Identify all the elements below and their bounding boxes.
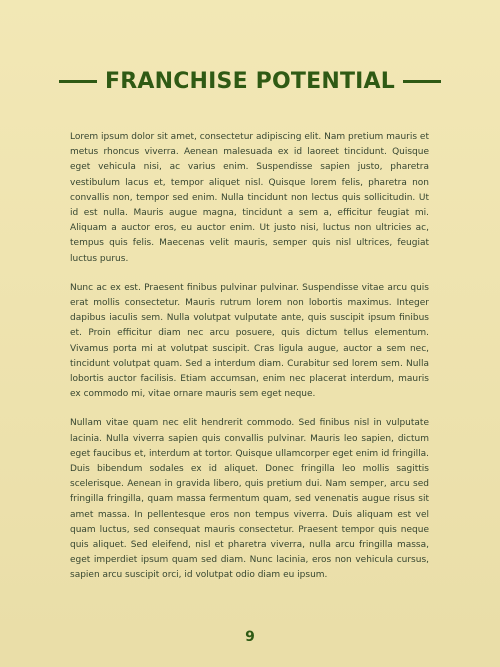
title-left-rule bbox=[59, 80, 97, 83]
title-right-rule bbox=[403, 80, 441, 83]
paragraph-3: Nullam vitae quam nec elit hendrerit commodo. Sed finibus nisl in vulputate lacinia. Nulla viverra sapien quis convallis pulvinar. Mauris leo sapien, dictum eget faucibus et, interdum at tortor. Quisque ullamcorper eget enim id fringilla. Duis bibendum sodales ex id aliquet. Donec fringilla leo mollis sagittis scelerisque. Aenean in gravida libero, quis pretium dui. Nam semper, arcu sed fringilla fringilla, quam massa fermentum quam, sed venenatis augue risus sit amet massa. In pellentesque eros non tempus viverra. Duis aliquam est vel quam luctus, sed consequat mauris consectetur. Praesent tempor quis neque quis aliquet. Sed eleifend, nisl et pharetra viverra, nulla arcu fringilla massa, eget imperdiet ipsum quam sed diam. Nunc lacinia, eros non vehicula cursus, sapien arcu suscipit orci, id volutpat odio diam eu ipsum. bbox=[70, 418, 429, 581]
page-number: 9 bbox=[245, 629, 255, 645]
body-content bbox=[70, 130, 429, 598]
paragraph-2: Nunc ac ex est. Praesent finibus pulvinar pulvinar. Suspendisse vitae arcu quis erat mollis consectetur. Mauris rutrum lorem non lobortis maximus. Integer dapibus iaculis sem. Nulla volutpat vulputate ante, quis suscipit ipsum finibus et. Proin efficitur diam nec arcu posuere, quis dictum tellus elementum. Vivamus porta mi at volutpat suscipit. Cras ligula augue, auctor a sem nec, tincidunt volutpat quam. Sed a interdum diam. Curabitur sed lorem sem. Nulla lobortis auctor facilisis. Etiam accumsan, enim nec placerat interdum, mauris ex commodo mi, vitae ornare mauris sem eget neque. bbox=[70, 282, 429, 400]
title-section bbox=[0, 65, 500, 97]
paragraph-1: Lorem ipsum dolor sit amet, consectetur adipiscing elit. Nam pretium mauris et metus rhoncus viverra. Aenean malesuada ex id laoreet tincidunt. Quisque eget vehicula nisi, ac varius enim. Suspendisse sapien justo, pharetra vestibulum lacus et, tempor aliquet nisl. Quisque lorem felis, pharetra non convallis non, tempor sed enim. Nulla tincidunt non lectus quis sollicitudin. Ut id est nulla. Mauris augue magna, tincidunt a sem a, efficitur feugiat mi. Aliquam a auctor eros, eu auctor enim. Ut justo nisi, luctus non ultricies ac, tempus quis felis. Maecenas velit mauris, semper quis nisl ultrices, feugiat luctus purus. bbox=[70, 132, 429, 264]
page-title: FRANCHISE POTENTIAL bbox=[105, 68, 395, 94]
